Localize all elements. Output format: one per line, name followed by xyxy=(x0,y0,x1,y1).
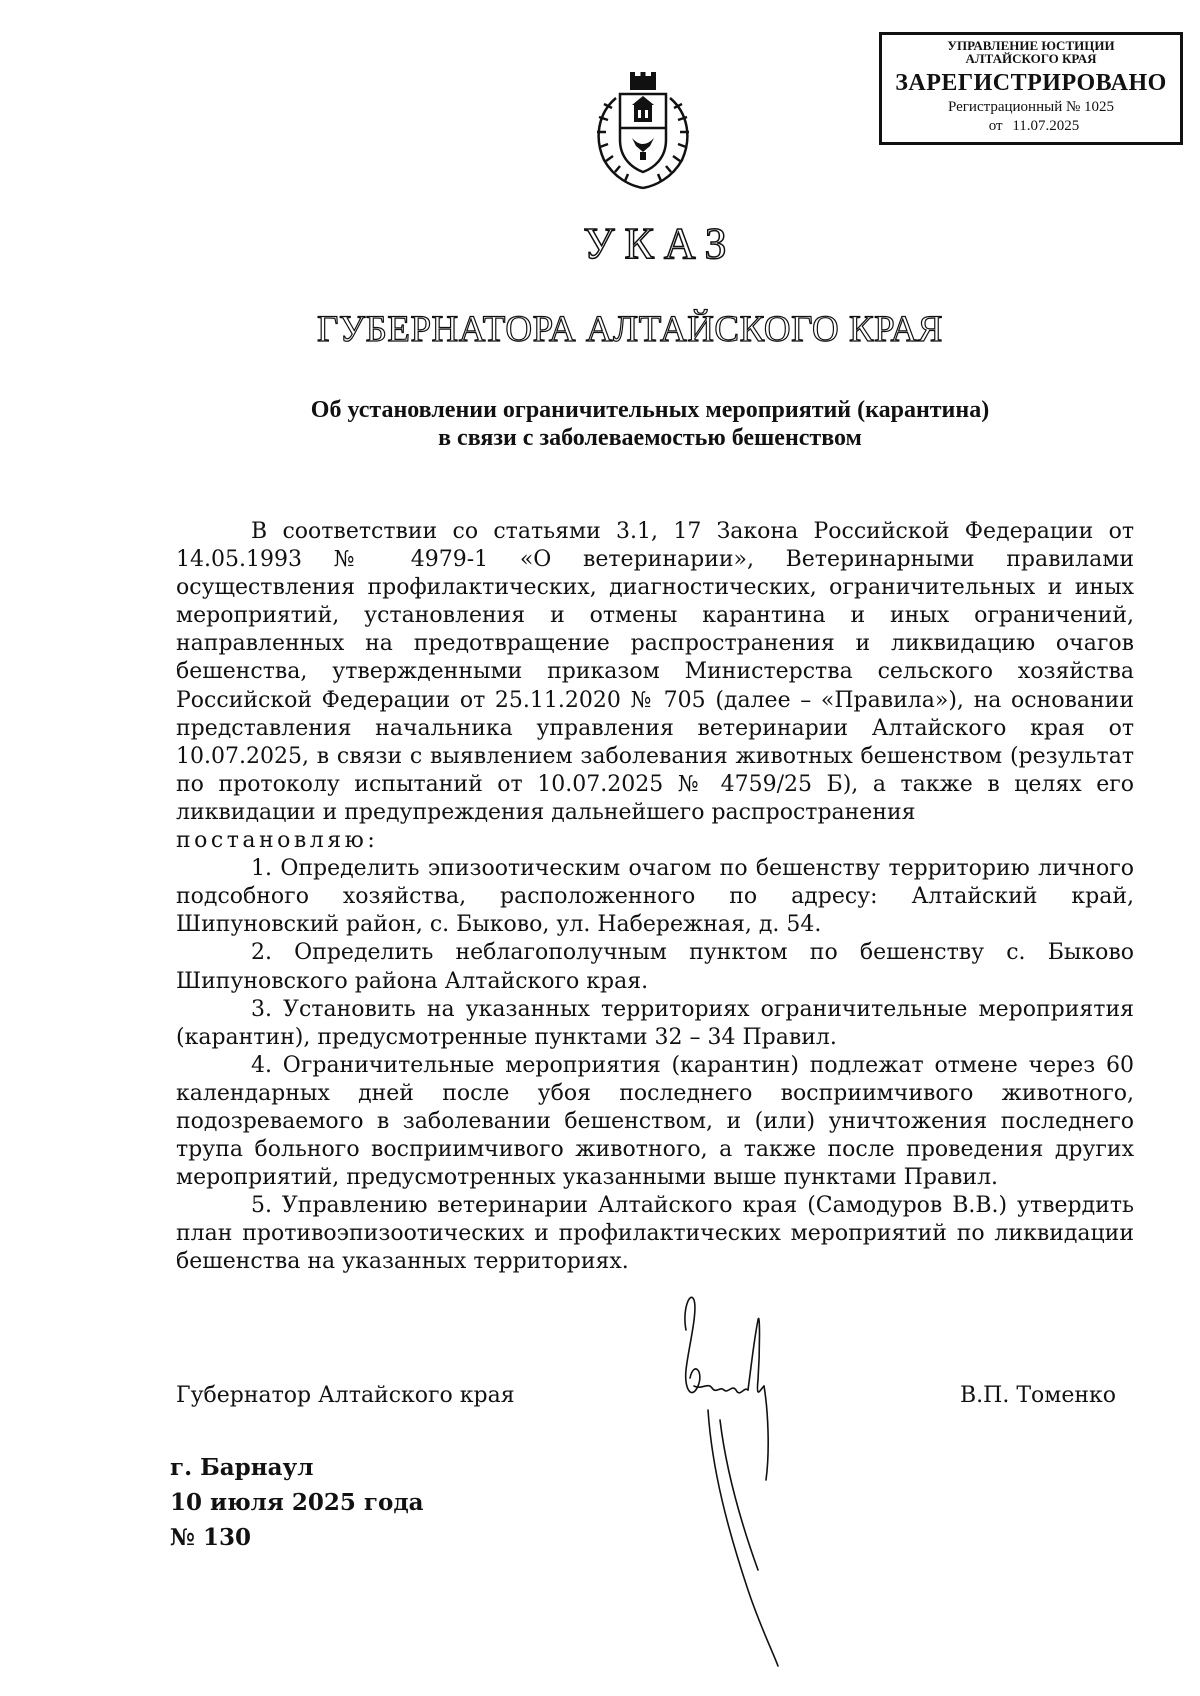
document-body xyxy=(176,518,1134,1277)
list-item: 4. Ограничительные мероприятия (карантин) подлежат отмене через 60 календарных дней после убоя последнего восприимчивого животного, подозреваемого в заболевании бешенством, и (или) уничтожения последнего трупа больного восприимчивого животного, а также после проведения других мероприятий, предусмотренных указанными выше пунктами Правил. xyxy=(176,1052,1134,1191)
stamp-date-prefix: от xyxy=(988,118,1003,134)
signatory-name: В.П. Томенко xyxy=(960,1383,1117,1408)
doc-type: УКАЗ xyxy=(583,219,737,268)
stamp-date-line xyxy=(882,117,1180,136)
stamp-reg-number: Регистрационный № 1025 xyxy=(947,99,1115,115)
registration-stamp xyxy=(879,32,1183,145)
issuer-heading: ГУБЕРНАТОРА АЛТАЙСКОГО КРАЯ xyxy=(317,309,943,350)
altai-krai-coat-of-arms-icon xyxy=(586,68,700,192)
handwritten-signature-icon xyxy=(668,1290,808,1670)
doc-type-heading xyxy=(580,218,740,278)
stamp-date: 11.07.2025 xyxy=(1012,118,1080,134)
footer-number: № 130 xyxy=(170,1524,252,1551)
list-item: 1. Определить эпизоотическим очагом по бешенству территорию личного подсобного хозяйства, расположенного по адресу: Алтайский край, Шипуновский район, с. Быково, ул. Набережная, д. 54. xyxy=(176,856,1134,938)
stamp-registered: ЗАРЕГИСТРИРОВАНО xyxy=(895,70,1167,96)
title-line-2: в связи с заболеваемостью бешенством xyxy=(438,425,862,451)
document-footer xyxy=(170,1450,424,1555)
preamble-paragraph: В соответствии со статьями 3.1, 17 Закона Российской Федерации от 14.05.1993 № 4979-1 «О ветеринарии», Ветеринарными правилами осуществления профилактических, диагностических, ограничительных и иных мероприятий, установления и отмены карантина и иных ограничений, направленных на предотвращение распространения и ликвидацию очагов бешенства, утвержденными приказом Министерства сельского хозяйства Российской Федерации от 25.11.2020 № 705 (далее – «Правила»), на основании представления начальника управления ветеринарии Алтайского края от 10.07.2025, в связи с выявлением заболевания животных бешенством (результат по протоколу испытаний от 10.07.2025 № 4759/25 Б), а также в целях его ликвидации и предупреждения дальнейшего распространения xyxy=(176,519,1134,825)
list-item: 2. Определить неблагополучным пунктом по бешенству с. Быково Шипуновского района Алтайского края. xyxy=(176,940,1134,994)
footer-city: г. Барнаул xyxy=(170,1454,314,1481)
signatory-position: Губернатор Алтайского края xyxy=(176,1383,515,1408)
resolve-word: постановляю: xyxy=(176,828,379,854)
list-item: 3. Установить на указанных территориях ограничительные мероприятия (карантин), предусмотренные пунктами 32 – 34 Правил. xyxy=(176,996,1134,1050)
stamp-line-1: УПРАВЛЕНИЕ ЮСТИЦИИ xyxy=(947,38,1115,53)
title-line-1: Об установлении ограничительных мероприятий (карантина) xyxy=(310,397,990,423)
footer-date: 10 июля 2025 года xyxy=(170,1489,424,1516)
list-item: 5. Управлению ветеринарии Алтайского края (Самодуров В.В.) утвердить план противоэпизоотических и профилактических мероприятий по ликвидации бешенства на указанных территориях. xyxy=(176,1193,1134,1275)
stamp-line-2: АЛТАЙСКОГО КРАЯ xyxy=(965,51,1097,66)
document-title xyxy=(180,396,1120,452)
